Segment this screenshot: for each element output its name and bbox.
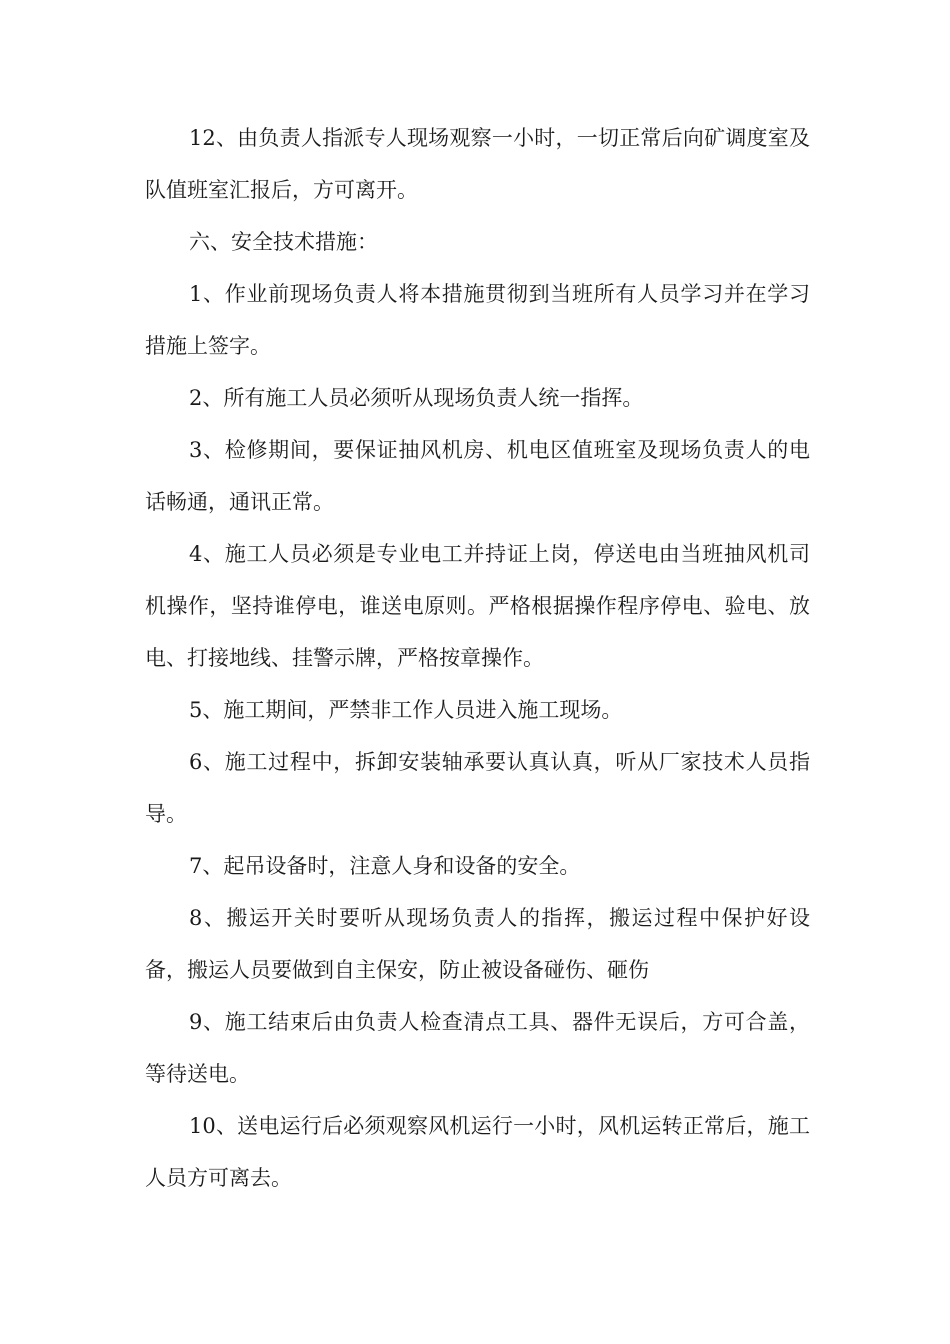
paragraph-item-2: 2、所有施工人员必须听从现场负责人统一指挥。 [189,386,644,410]
paragraph-item-9: 9、施工结束后由负责人检查清点工具、器件无误后，方可合盖，等待送电。 [145,1010,810,1086]
paragraph-item-5: 5、施工期间，严禁非工作人员进入施工现场。 [189,698,623,722]
paragraph-item-7: 7、起吊设备时，注意人身和设备的安全。 [189,854,581,878]
paragraph-item-12: 12、由负责人指派专人现场观察一小时，一切正常后向矿调度室及队值班室汇报后，方可离开。 [145,126,810,202]
paragraph-item-3: 3、检修期间，要保证抽风机房、机电区值班室及现场负责人的电话畅通，通讯正常。 [145,438,810,514]
paragraph-item-8: 8、搬运开关时要听从现场负责人的指挥，搬运过程中保护好设备，搬运人员要做到自主保安，防止被设备碰伤、砸伤 [145,906,810,982]
paragraph-item-10: 10、送电运行后必须观察风机运行一小时，风机运转正常后，施工人员方可离去。 [145,1114,810,1190]
paragraph-item-4: 4、施工人员必须是专业电工并持证上岗，停送电由当班抽风机司机操作，坚持谁停电，谁送电原则。严格根据操作程序停电、验电、放电、打接地线、挂警示牌，严格按章操作。 [145,542,810,670]
paragraph-item-6: 6、施工过程中，拆卸安装轴承要认真认真，听从厂家技术人员指导。 [145,750,810,826]
section-heading-safety-measures: 六、安全技术措施： [189,230,378,254]
paragraph-item-1: 1、作业前现场负责人将本措施贯彻到当班所有人员学习并在学习措施上签字。 [145,282,810,358]
document-body [145,112,810,1204]
